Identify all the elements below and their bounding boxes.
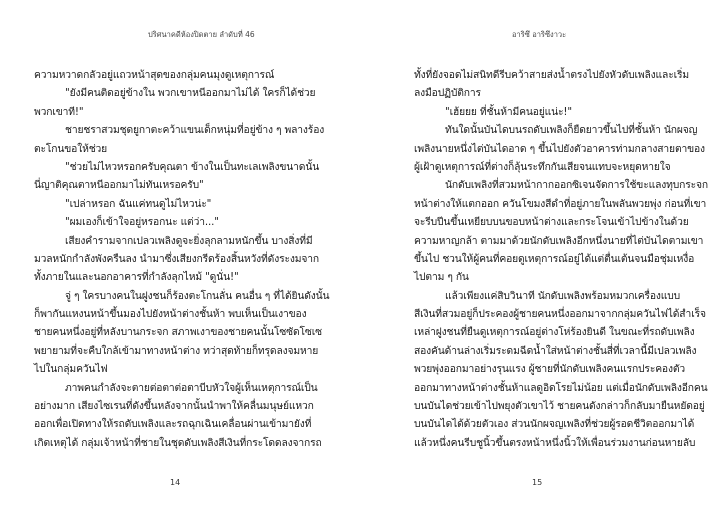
page-number: 15 — [532, 478, 543, 487]
text-line: ภาพคนกำลังจะตายต่อตาต่อตาบีบหัวใจผู้เห็นเหตุการณ์เป็น — [65, 381, 318, 394]
page-number: 14 — [170, 478, 181, 487]
text-line: ทันใดนั้นบันไดบนรถดับเพลิงก็ยืดยาวขึ้นไปที่ชั้นห้า นักผจญ — [445, 124, 698, 137]
text-line: "ยังมีคนติดอยู่ข้างใน พวกเขาหนีออกมาไม่ได้ ใครก็ได้ช่วย — [65, 87, 316, 100]
text-line: ขึ้นไป ชวนให้ผู้คนที่คอยดูเหตุการณ์อยู่ได้แต่ตื่นเต้นจนมือชุ่มเหงื่อ — [414, 252, 695, 265]
text-line: เพลิงนายหนึ่งไต่บันไดอาด ๆ ขึ้นไปยังตัวอาคารท่ามกลางสายตาของ — [414, 142, 705, 155]
text-line: เกิดเหตุได้ กลุ่มเจ้าหน้าที่ชายในชุดดับเพลิงสีเงินที่กระโดดลงจากรถ — [34, 436, 322, 449]
text-line: ทั้งที่ยังจอดไม่สนิทดีรีบคว้าสายส่งน้ำตรงไปยังหัวดับเพลิงและเริ่ม — [414, 69, 689, 81]
text-line: พยายามที่จะคืบใกล้เข้ามาทางหน้าต่าง ทว่าสุดท้ายก็ทรุดลงจมหาย — [34, 344, 319, 357]
text-line: ชายคนหนึ่งอยู่ที่หลังบานกระจก สภาพเงาของชายคนนั้นโซซัดโซเซ — [34, 326, 322, 339]
page-body — [34, 66, 338, 452]
text-line: สองคันด้านล่างเริ่มระดมฉีดน้ำใส่หน้าต่างชั้นสี่ที่เวลานี้มีเปลวเพลิง — [414, 344, 697, 357]
text-line: จู่ ๆ ใครบางคนในฝูงชนก็ร้องตะโกนลั่น คนอื่น ๆ ที่ได้ยินดังนั้น — [65, 289, 330, 302]
text-line: ลงมือปฏิบัติการ — [414, 87, 481, 100]
text-line: เหล่าฝูงชนที่ยืนดูเหตุการณ์อยู่ต่างโห่ร้องยินดี ในขณะที่รถดับเพลิง — [414, 326, 695, 339]
text-line: พวกเขาที!" — [34, 105, 84, 118]
text-line: "เฮ้ยยย ที่ชั้นห้ามีคนอยู่แน่ะ!" — [445, 105, 572, 118]
running-header: ปริศนาคดีห้องปิดตาย ลำดับที่ 46 — [148, 30, 255, 39]
text-line: "เปล่าหรอก ฉันแค่ทนดูไม่ไหวน่ะ" — [65, 197, 212, 210]
text-line: หน้าต่างให้แตกออก ควันโขมงสีดำที่อยู่ภายในพลันพวยพุ่ง ก่อนที่เขา — [414, 197, 707, 210]
text-line: ตะโกนขอให้ช่วย — [34, 142, 108, 155]
text-line: ก็พากันแหงนหน้าขึ้นมองไปยังหน้าต่างชั้นห้า พบเห็นเป็นเงาของ — [34, 308, 307, 321]
text-line: ออกเพื่อเปิดทางให้รถดับเพลิงและรถฉุกเฉินเคลื่อนผ่านเข้ามายังที่ — [34, 418, 312, 431]
text-line: สีเงินที่สวมอยู่ก็ประคองผู้ชายคนหนึ่งออกมาจากกลุ่มควันไฟได้สำเร็จ — [414, 308, 706, 321]
text-line: อย่างมาก เสียงไซเรนที่ดังขึ้นหลังจากนั้นนำพาให้คลื่นมนุษย์แหวก — [34, 400, 314, 413]
running-header: อาริซึ อาริซึงาวะ — [512, 30, 567, 39]
text-line: แล้วเพียงแค่สิบวินาที นักดับเพลิงพร้อมหมวกเครื่องแบบ — [445, 289, 680, 302]
text-line: ความหวาดกลัวอยู่แถวหน้าสุดของกลุ่มคนมุงดูเหตุการณ์ — [34, 69, 275, 81]
text-line: บนบันไดช่วยเข้าไปพยุงตัวเขาไว้ ชายคนดังกล่าวก็กลับมายืนหยัดอยู่ — [414, 400, 705, 413]
text-line: นี่ญาติคุณตาหนีออกมาไม่ทันเหรอครับ" — [34, 179, 204, 192]
text-line: มวลหนักกำลังพังครืนลง นำมาซึ่งเสียงกรีดร้องสิ้นหวังที่ดังระงมจาก — [34, 252, 319, 265]
text-line: พวยพุ่งออกมาอย่างรุนแรง ผู้ชายที่นักดับเพลิงคนแรกประคองตัว — [414, 363, 686, 376]
text-line: ออกมาทางหน้าต่างชั้นห้าแลดูอิดโรยไม่น้อย แต่เมื่อนักดับเพลิงอีกคน — [414, 381, 708, 394]
text-line: เสียงคำรามจากเปลวเพลิงดูจะยิ่งลุกลามหนักขึ้น บางสิ่งที่มี — [65, 234, 313, 247]
text-line: ไปตาม ๆ กัน — [414, 271, 469, 284]
text-line: ชายชราสวมชุดยูกาตะคว้าแขนเด็กหนุ่มที่อยู่ข้าง ๆ พลางร้อง — [65, 124, 325, 137]
text-line: "ช่วยไม่ไหวหรอกครับคุณตา ข้างในเป็นทะเลเพลิงขนาดนั้น — [65, 160, 320, 173]
text-line: ทั้งภายในและนอกอาคารที่กำลังลุกไหม้ "ดูนั่น!" — [34, 271, 239, 284]
text-line: "ผมเองก็เข้าใจอยู่หรอกนะ แต่ว่า..." — [65, 216, 219, 229]
text-line: บนบันไดได้ด้วยตัวเอง ส่วนนักผจญเพลิงที่ช่วยผู้รอดชีวิตออกมาได้ — [414, 418, 695, 431]
page-body — [414, 66, 708, 452]
text-line: นักดับเพลิงที่สวมหน้ากากออกซิเจนจัดการใช้ขะแลงทุบกระจก — [445, 179, 708, 192]
text-line: ไปในกลุ่มควันไฟ — [34, 363, 108, 376]
text-line: จะรีบปีนขึ้นเหยียบบนขอบหน้าต่างและกระโจนเข้าไปข้างในด้วย — [414, 216, 689, 229]
right-page — [360, 0, 720, 523]
text-line: ความหาญกล้า ตามมาด้วยนักดับเพลิงอีกหนึ่งนายที่ไต่บันไดตามเขา — [414, 234, 704, 247]
text-line: ผู้เฝ้าดูเหตุการณ์ที่ต่างก็ลุ้นระทึกกันเสียจนแทบจะหยุดหายใจ — [414, 160, 671, 173]
text-line: แล้วหนึ่งคนรีบชูนิ้วขึ้นตรงหน้าหนึ่งนิ้วให้เพื่อนร่วมงานก่อนหายลับ — [414, 436, 696, 449]
